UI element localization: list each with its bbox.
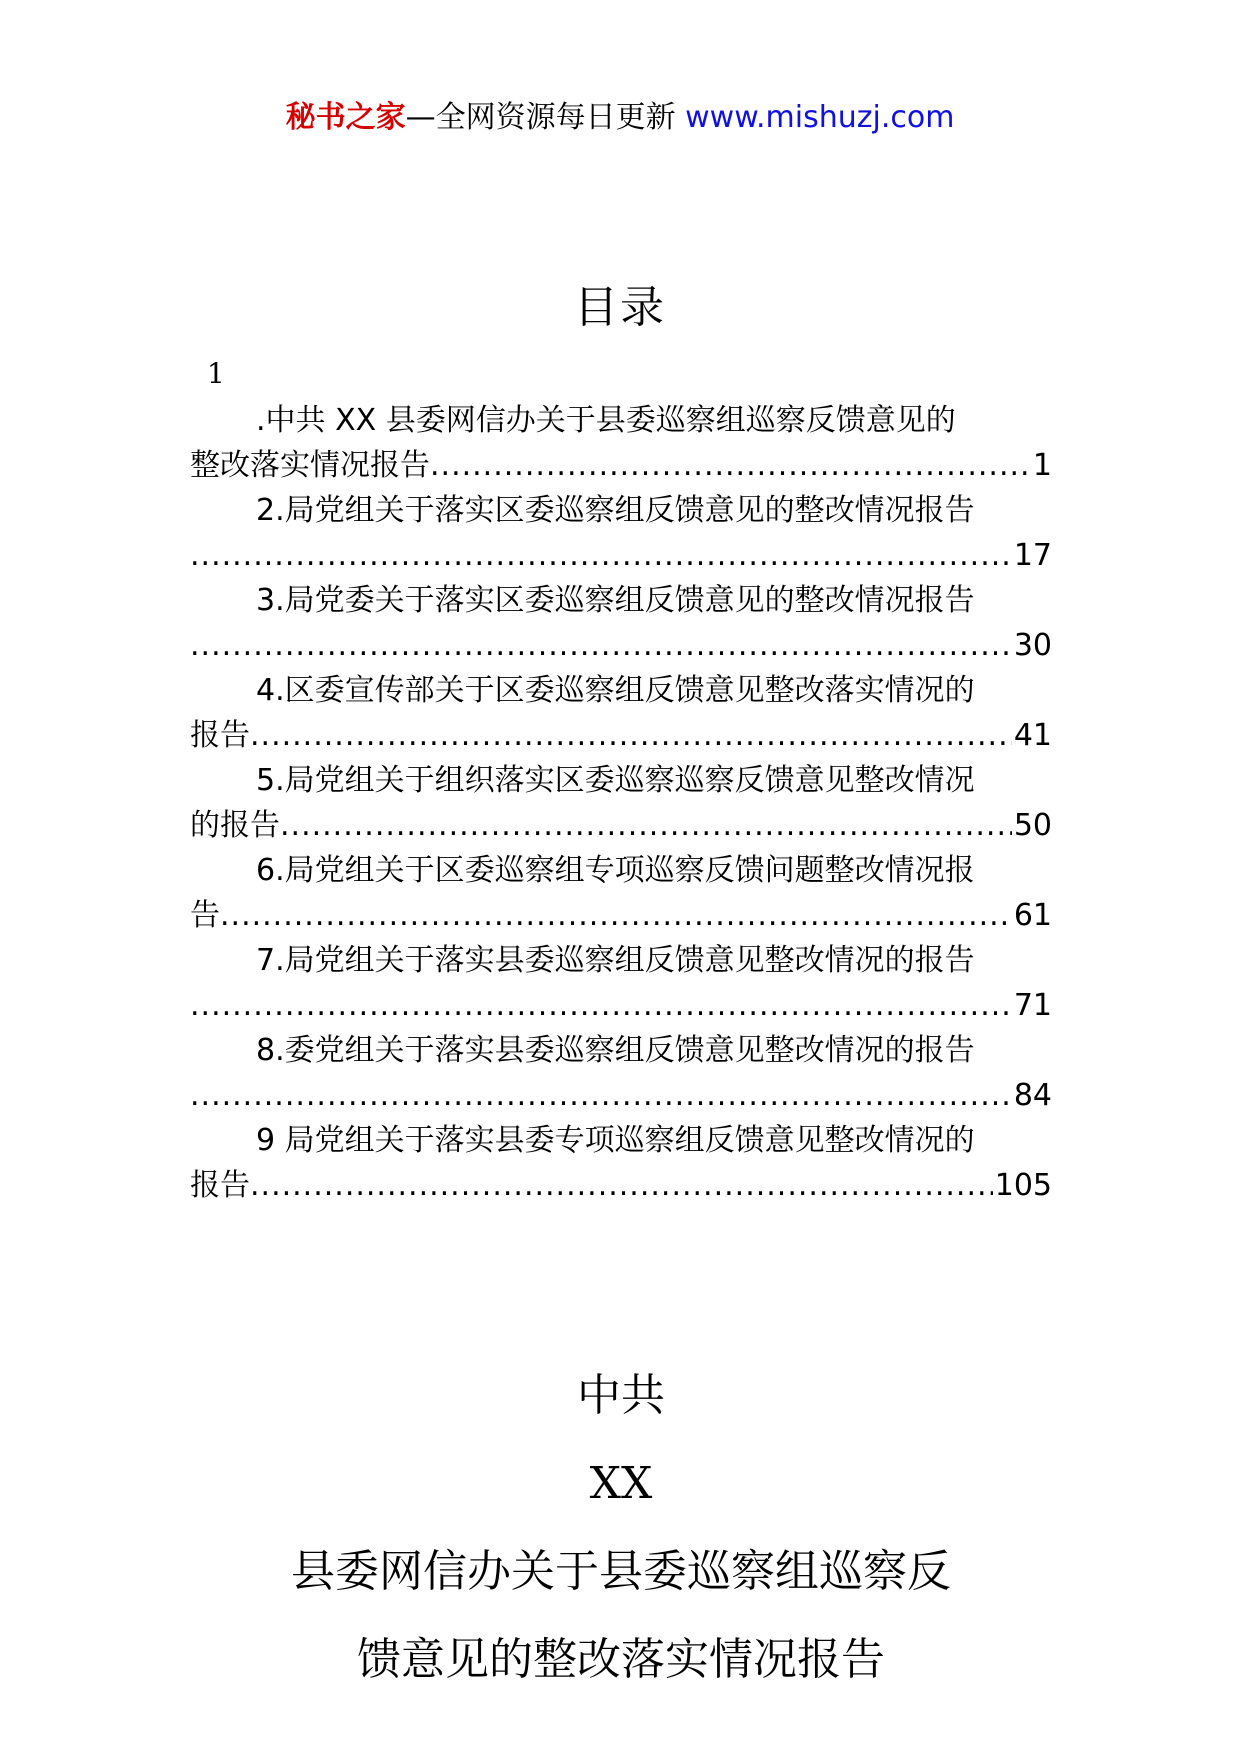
toc-entry-title: 4.区委宣传部关于区委巡察组反馈意见整改落实情况的: [256, 673, 975, 708]
toc-entry[interactable]: [190, 668, 1052, 758]
toc-entry-title: 5.局党组关于组织落实区委巡察巡察反馈意见整改情况: [256, 763, 975, 798]
toc-entry[interactable]: [190, 848, 1052, 938]
toc-entry-leader-line: [190, 803, 1052, 848]
toc-entry-title: 2.局党组关于落实区委巡察组反馈意见的整改情况报告: [256, 493, 975, 528]
page-number-marker: 1: [207, 357, 225, 390]
toc-page-number: 61: [1013, 898, 1052, 933]
document-title-line-1: 中共 XX 县委网信办关于县委巡察组巡察反: [291, 1370, 951, 1597]
toc-page-number: 30: [1013, 628, 1052, 663]
toc-page-number: 17: [1013, 538, 1052, 573]
toc-entry-title: 6.局党组关于区委巡察组专项巡察反馈问题整改情况报: [256, 853, 975, 888]
website-link[interactable]: www.mishuzj.com: [685, 100, 955, 135]
toc-dot-leader: [250, 713, 1012, 758]
toc-entry-leader-line: [190, 533, 1052, 578]
toc-entry-title-continuation: 报告: [190, 718, 250, 753]
toc-dot-leader: [250, 1163, 993, 1208]
toc-dot-leader: [430, 443, 1031, 488]
toc-entry-leader-line: [190, 893, 1052, 938]
toc-title: 目录: [574, 282, 666, 333]
toc-entry[interactable]: [190, 488, 1052, 578]
toc-dot-leader: [190, 1073, 1012, 1118]
document-title: [190, 1352, 1052, 1704]
toc-entry-title-continuation: 的报告: [190, 808, 280, 843]
table-of-contents: [190, 398, 1052, 1208]
toc-dot-leader: [280, 803, 1012, 848]
toc-entry-leader-line: [190, 1163, 1052, 1208]
header-slogan: —全网资源每日更新: [405, 100, 676, 135]
toc-entry-title-continuation: 告: [190, 898, 220, 933]
toc-entry-leader-line: [190, 443, 1052, 488]
toc-dot-leader: [190, 533, 1012, 578]
toc-entry-title-continuation: 报告: [190, 1168, 250, 1203]
toc-dot-leader: [190, 623, 1012, 668]
toc-entry-leader-line: [190, 623, 1052, 668]
toc-entry-title: 8.委党组关于落实县委巡察组反馈意见整改情况的报告: [256, 1033, 975, 1068]
toc-entry-title: .中共 XX 县委网信办关于县委巡察组巡察反馈意见的: [256, 403, 956, 438]
toc-entry-title-continuation: 整改落实情况报告: [190, 448, 430, 483]
toc-entry-leader-line: [190, 1073, 1052, 1118]
toc-entry[interactable]: [190, 398, 1052, 488]
toc-dot-leader: [190, 983, 1012, 1028]
toc-entry[interactable]: [190, 758, 1052, 848]
toc-entry-leader-line: [190, 713, 1052, 758]
toc-dot-leader: [220, 893, 1012, 938]
toc-page-number: 50: [1013, 808, 1052, 843]
toc-entry[interactable]: [190, 938, 1052, 1028]
toc-entry-leader-line: [190, 983, 1052, 1028]
toc-entry-title: 3.局党委关于落实区委巡察组反馈意见的整改情况报告: [256, 583, 975, 618]
toc-page-number: 41: [1013, 718, 1052, 753]
toc-entry[interactable]: [190, 1028, 1052, 1118]
document-title-line-2: 馈意见的整改落实情况报告: [357, 1634, 885, 1685]
toc-page-number: 1: [1032, 448, 1052, 483]
toc-page-number: 71: [1013, 988, 1052, 1023]
toc-page-number: 105: [994, 1168, 1052, 1203]
toc-entry-title: 9 局党组关于落实县委专项巡察组反馈意见整改情况的: [256, 1123, 975, 1158]
toc-page-number: 84: [1013, 1078, 1052, 1113]
toc-entry[interactable]: [190, 578, 1052, 668]
toc-entry-title: 7.局党组关于落实县委巡察组反馈意见整改情况的报告: [256, 943, 975, 978]
page-header: [0, 98, 1240, 138]
brand-name: 秘书之家: [285, 100, 406, 135]
toc-entry[interactable]: [190, 1118, 1052, 1208]
